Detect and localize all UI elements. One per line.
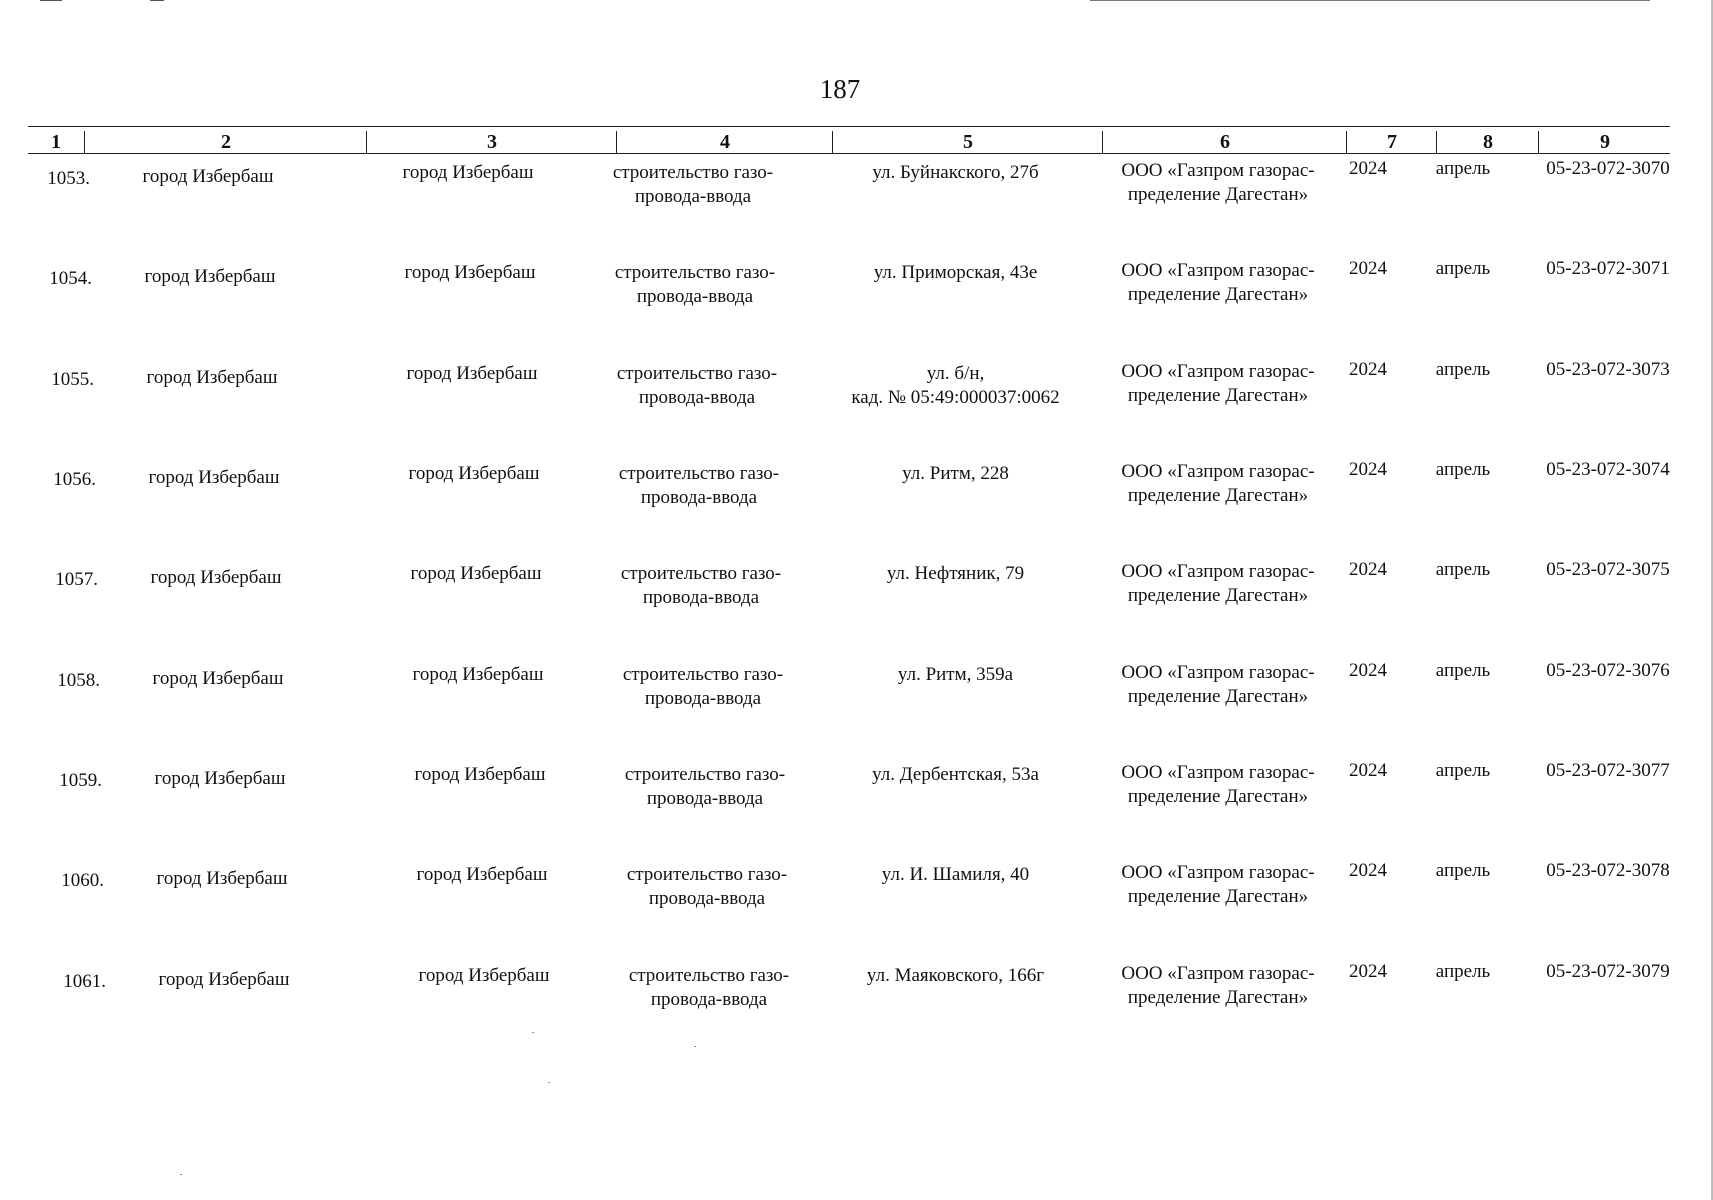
municipality-cell-line: город Избербаш [144,266,276,287]
organization-cell-line: пределение Дагестан» [1127,585,1309,606]
table-top-rule [28,126,1670,127]
month-cell-line: апрель [1435,158,1491,179]
municipality-cell [124,466,304,490]
year-cell [1338,458,1398,482]
row-number [28,167,90,191]
municipality-cell-line: город Избербаш [158,969,290,990]
work-type-cell [595,261,795,309]
year-cell-line: 2024 [1349,158,1387,179]
scan-artifact-line [1090,0,1650,1]
address-cell [803,863,1108,887]
locality-cell-line: город Избербаш [416,864,548,885]
header-cell-6: 6 [1102,131,1347,153]
organization-cell [1088,861,1348,909]
locality-cell [382,863,582,887]
address-cell [803,763,1108,787]
code-cell [1508,358,1708,382]
locality-cell [374,462,574,486]
address-cell-line: ул. Нефтяник, 79 [886,563,1025,584]
locality-cell-line: город Избербаш [418,965,550,986]
year-cell-line: 2024 [1349,961,1387,982]
row-number-line: 1060. [61,870,104,891]
organization-cell-line: пределение Дагестан» [1127,184,1309,205]
municipality-cell [122,366,302,390]
header-cell-7: 7 [1346,131,1437,153]
municipality-cell-line: город Избербаш [152,668,284,689]
address-cell [803,362,1108,410]
municipality-cell-line: город Избербаш [156,868,288,889]
table-row [28,958,1670,1058]
row-number [36,568,98,592]
municipality-cell-line: город Избербаш [154,768,286,789]
organization-cell-line: ООО «Газпром газорас- [1121,862,1315,883]
table-row [28,356,1670,456]
address-cell-line: ул. Ритм, 359а [897,664,1014,685]
organization-cell [1088,560,1348,608]
row-number [38,669,100,693]
year-cell-line: 2024 [1349,459,1387,480]
organization-cell-line: ООО «Газпром газорас- [1121,561,1315,582]
year-cell [1338,759,1398,783]
work-type-cell-line: провода-ввода [640,487,758,508]
scan-artifact-line [150,0,164,1]
code-cell [1508,960,1708,984]
row-number-line: 1055. [51,369,94,390]
row-number-line: 1061. [63,971,106,992]
code-cell-line: 05-23-072-3079 [1546,961,1670,982]
code-cell [1508,257,1708,281]
work-type-cell [605,763,805,811]
month-cell [1413,257,1513,281]
code-cell-line: 05-23-072-3070 [1546,158,1670,179]
header-cell-8: 8 [1436,131,1539,153]
header-cell-1: 1 [51,131,61,153]
month-cell-line: апрель [1435,359,1491,380]
municipality-cell-line: город Избербаш [150,567,282,588]
organization-cell [1088,962,1348,1010]
header-cell-4: 4 [616,131,833,153]
work-type-cell-line: провода-ввода [634,186,752,207]
organization-cell [1088,661,1348,709]
table-row [28,556,1670,656]
scan-dot [180,1174,182,1175]
organization-cell-line: пределение Дагестан» [1127,886,1309,907]
table-row [28,857,1670,957]
table-row [28,255,1670,355]
row-number-line: 1059. [59,770,102,791]
work-type-cell-line: провода-ввода [648,888,766,909]
work-type-cell-line: строительство газо- [622,664,784,685]
address-cell [803,462,1108,486]
locality-cell-line: город Избербаш [408,463,540,484]
code-cell-line: 05-23-072-3074 [1546,459,1670,480]
year-cell [1338,358,1398,382]
municipality-cell [134,968,314,992]
row-number-line: 1058. [57,670,100,691]
year-cell-line: 2024 [1349,258,1387,279]
work-type-cell-line: строительство газо- [616,363,778,384]
address-cell [803,562,1108,586]
locality-cell [378,663,578,687]
organization-cell [1088,460,1348,508]
page-number: 187 [819,74,861,104]
work-type-cell-line: строительство газо- [626,864,788,885]
month-cell-line: апрель [1435,459,1491,480]
municipality-cell-line: город Избербаш [148,467,280,488]
work-type-cell [607,863,807,911]
year-cell-line: 2024 [1349,660,1387,681]
month-cell [1413,458,1513,482]
locality-cell-line: город Избербаш [412,664,544,685]
row-number [34,468,96,492]
row-number-line: 1053. [47,168,90,189]
address-cell-line: ул. И. Шамиля, 40 [881,864,1030,885]
organization-cell-line: пределение Дагестан» [1127,786,1309,807]
locality-cell-line: город Избербаш [406,363,538,384]
locality-cell-line: город Избербаш [414,764,546,785]
month-cell-line: апрель [1435,860,1491,881]
municipality-cell-line: город Избербаш [146,367,278,388]
organization-cell-line: пределение Дагестан» [1127,284,1309,305]
work-type-cell [593,161,793,209]
address-cell [803,161,1108,185]
work-type-cell [609,964,809,1012]
work-type-cell [603,663,803,711]
address-cell-line: ул. Ритм, 228 [902,463,1009,484]
address-cell-line: ул. б/н, [926,363,985,384]
work-type-cell-line: провода-ввода [642,587,760,608]
code-cell [1508,558,1708,582]
organization-cell-line: ООО «Газпром газорас- [1121,963,1315,984]
locality-cell [368,161,568,185]
work-type-cell [597,362,797,410]
locality-cell-line: город Избербаш [402,162,534,183]
code-cell-line: 05-23-072-3073 [1546,359,1670,380]
scan-dot [694,1046,696,1047]
code-cell [1508,759,1708,783]
year-cell [1338,558,1398,582]
table-row [28,456,1670,556]
organization-cell-line: ООО «Газпром газорас- [1121,361,1315,382]
organization-cell-line: ООО «Газпром газорас- [1121,160,1315,181]
year-cell [1338,659,1398,683]
year-cell-line: 2024 [1349,760,1387,781]
row-number [30,267,92,291]
table-row [28,155,1670,255]
month-cell [1413,960,1513,984]
work-type-cell-line: строительство газо- [620,563,782,584]
work-type-cell-line: провода-ввода [646,788,764,809]
address-cell-line: ул. Дербентская, 53а [872,764,1039,785]
municipality-cell [120,265,300,289]
work-type-cell-line: строительство газо- [612,162,774,183]
address-cell-line: ул. Маяковского, 166г [866,965,1045,986]
address-cell [803,663,1108,687]
row-number [32,368,94,392]
code-cell-line: 05-23-072-3075 [1546,559,1670,580]
month-cell [1413,558,1513,582]
table-row [28,657,1670,757]
locality-cell-line: город Избербаш [404,262,536,283]
month-cell [1413,358,1513,382]
table-header-row [28,131,1670,154]
organization-cell-line: пределение Дагестан» [1127,987,1309,1008]
municipality-cell [118,165,298,189]
organization-cell-line: пределение Дагестан» [1127,686,1309,707]
organization-cell-line: ООО «Газпром газорас- [1121,461,1315,482]
scan-dot [532,1032,534,1033]
work-type-cell-line: провода-ввода [644,688,762,709]
month-cell-line: апрель [1435,559,1491,580]
code-cell-line: 05-23-072-3078 [1546,860,1670,881]
organization-cell [1088,159,1348,207]
header-cell-9: 9 [1538,131,1671,153]
row-number [42,869,104,893]
header-cell-2: 2 [84,131,367,153]
month-cell [1413,859,1513,883]
work-type-cell-line: провода-ввода [638,387,756,408]
address-cell [803,964,1108,988]
work-type-cell [599,462,799,510]
locality-cell [384,964,584,988]
locality-cell [372,362,572,386]
year-cell [1338,257,1398,281]
header-cell-5: 5 [832,131,1103,153]
row-number-line: 1057. [55,569,98,590]
address-cell-line: кад. № 05:49:000037:0062 [851,387,1060,408]
locality-cell [370,261,570,285]
address-cell [803,261,1108,285]
code-cell-line: 05-23-072-3077 [1546,760,1670,781]
code-cell [1508,458,1708,482]
municipality-cell [130,767,310,791]
work-type-cell-line: провода-ввода [636,286,754,307]
organization-cell [1088,360,1348,408]
work-type-cell-line: строительство газо- [618,463,780,484]
month-cell-line: апрель [1435,258,1491,279]
organization-cell-line: пределение Дагестан» [1127,385,1309,406]
code-cell [1508,659,1708,683]
row-number [40,769,102,793]
code-cell-line: 05-23-072-3076 [1546,660,1670,681]
organization-cell-line: пределение Дагестан» [1127,485,1309,506]
month-cell-line: апрель [1435,660,1491,681]
year-cell [1338,960,1398,984]
organization-cell-line: ООО «Газпром газорас- [1121,762,1315,783]
address-cell-line: ул. Буйнакского, 27б [872,162,1039,183]
month-cell-line: апрель [1435,961,1491,982]
row-number-line: 1054. [49,268,92,289]
locality-cell-line: город Избербаш [410,563,542,584]
month-cell [1413,759,1513,783]
code-cell-line: 05-23-072-3071 [1546,258,1670,279]
year-cell-line: 2024 [1349,860,1387,881]
work-type-cell [601,562,801,610]
locality-cell [380,763,580,787]
month-cell [1413,659,1513,683]
municipality-cell-line: город Избербаш [142,166,274,187]
year-cell-line: 2024 [1349,559,1387,580]
organization-cell [1088,761,1348,809]
municipality-cell [128,667,308,691]
month-cell-line: апрель [1435,760,1491,781]
code-cell [1508,859,1708,883]
month-cell [1413,157,1513,181]
year-cell [1338,157,1398,181]
locality-cell [376,562,576,586]
work-type-cell-line: строительство газо- [614,262,776,283]
row-number-line: 1056. [53,469,96,490]
work-type-cell-line: строительство газо- [624,764,786,785]
code-cell [1508,157,1708,181]
organization-cell-line: ООО «Газпром газорас- [1121,662,1315,683]
address-cell-line: ул. Приморская, 43е [873,262,1038,283]
municipality-cell [126,566,306,590]
organization-cell [1088,259,1348,307]
work-type-cell-line: строительство газо- [628,965,790,986]
scan-artifact-line [40,0,62,1]
table-row [28,757,1670,857]
header-cell-3: 3 [366,131,617,153]
scan-dot [548,1082,550,1083]
row-number [44,970,106,994]
organization-cell-line: ООО «Газпром газорас- [1121,260,1315,281]
work-type-cell-line: провода-ввода [650,989,768,1010]
year-cell [1338,859,1398,883]
municipality-cell [132,867,312,891]
year-cell-line: 2024 [1349,359,1387,380]
